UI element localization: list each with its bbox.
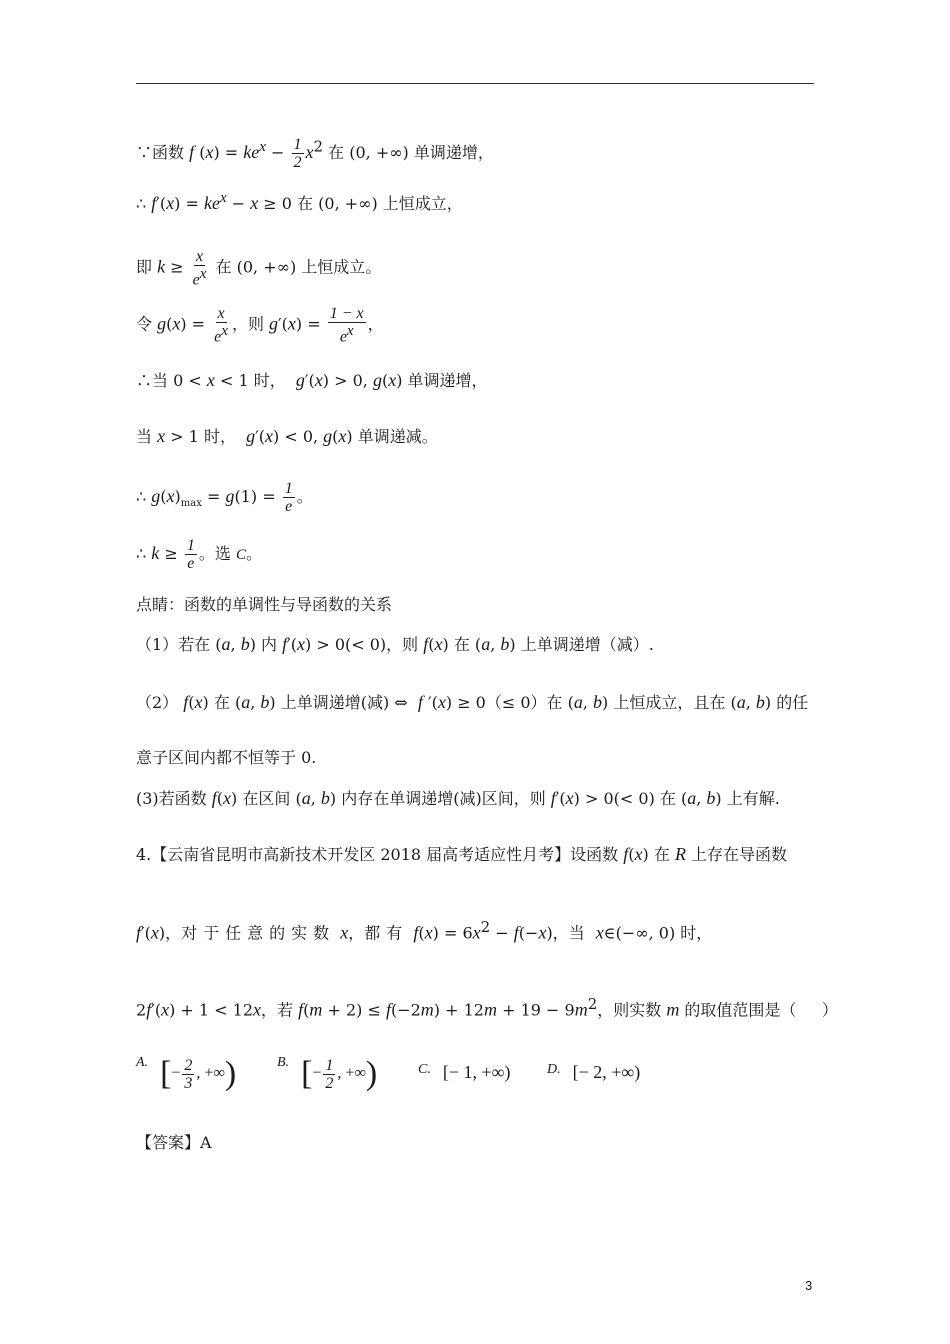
text-line-7: ∴ $g(x)_{max} = g(1)$ = $\frac{1}{e}$ 。: [136, 480, 313, 515]
answer-label: 【答案】A: [136, 1133, 212, 1152]
option-c: C. [− 1, +∞): [418, 1062, 511, 1082]
page-number: 3: [805, 1278, 813, 1293]
text-line-1: ∵函数 f $(x) = ke^x$ − $\frac{1}{2}$ $x^2$ 在 (0, +∞) 单调递增，: [136, 136, 494, 171]
question-4-line-3: 2f′(x) + 1 < 12x，若 $f(m + 2) \le f(-2m) + 12m + 19 - 9m^2$，则实数 m 的取值范围是（ ）: [136, 995, 838, 1020]
text-line-5: ∴当 0 < x < 1 时， g′(x) > 0, g(x) 单调递增，: [136, 370, 488, 390]
text-line-3: 即 k ≥ $\frac{x}{e^x}$ 在 (0, +∞) 上恒成立。: [136, 248, 382, 289]
option-b: B. [− $\frac{1}{2}$ , +∞): [277, 1055, 378, 1092]
tip-item-1: （1）若在 (a, b) 内 f′(x) > 0(< 0)，则 f(x) 在 (a, b) 上单调递增（减）.: [136, 634, 654, 654]
tip-item-2: （2） f(x) 在 (a, b) 上单调递增(减) ⇔ f ′(x) ≥ 0（≤ 0）在 (a, b) 上恒成立，且在 (a, b) 的任: [136, 692, 809, 712]
tip-item-2-cont: 意子区间内都不恒等于 0.: [136, 748, 317, 767]
tip-item-3: (3)若函数 f(x) 在区间 (a, b) 内存在单调递增(减)区间，则 f′(x) > 0(< 0) 在 (a, b) 上有解.: [136, 788, 780, 808]
text-line-2: ∴ $f'(x) = ke^x - x \ge 0$ 在 (0, +∞) 上恒成立，: [136, 190, 463, 213]
question-4-line-2: f′(x)，对于任意的实数 x，都有 $f(x) = 6x^2 - f(-x)$，当 x∈(−∞, 0) 时，: [136, 918, 713, 943]
option-d: D. [− 2, +∞): [547, 1062, 641, 1082]
text-line-6: 当 x > 1 时， g′(x) < 0, g(x) 单调递减。: [136, 426, 438, 446]
header-rule: [136, 83, 814, 84]
tip-heading: 点睛：函数的单调性与导函数的关系: [136, 595, 393, 614]
text-line-8: ∴ k ≥ $\frac{1}{e}$ 。选 C。: [136, 537, 262, 572]
question-4-line-1: 4.【云南省昆明市高新技术开发区 2018 届高考适应性月考】设函数 f(x) 在 R 上存在导函数: [136, 844, 788, 864]
text-line-4: 令 g(x) = $\frac{x}{e^x}$ ，则 g′(x) = $\frac{1 - x}{e^x}$ ，: [136, 305, 384, 346]
option-a: A. [− $\frac{2}{3}$ , +∞): [136, 1055, 237, 1092]
